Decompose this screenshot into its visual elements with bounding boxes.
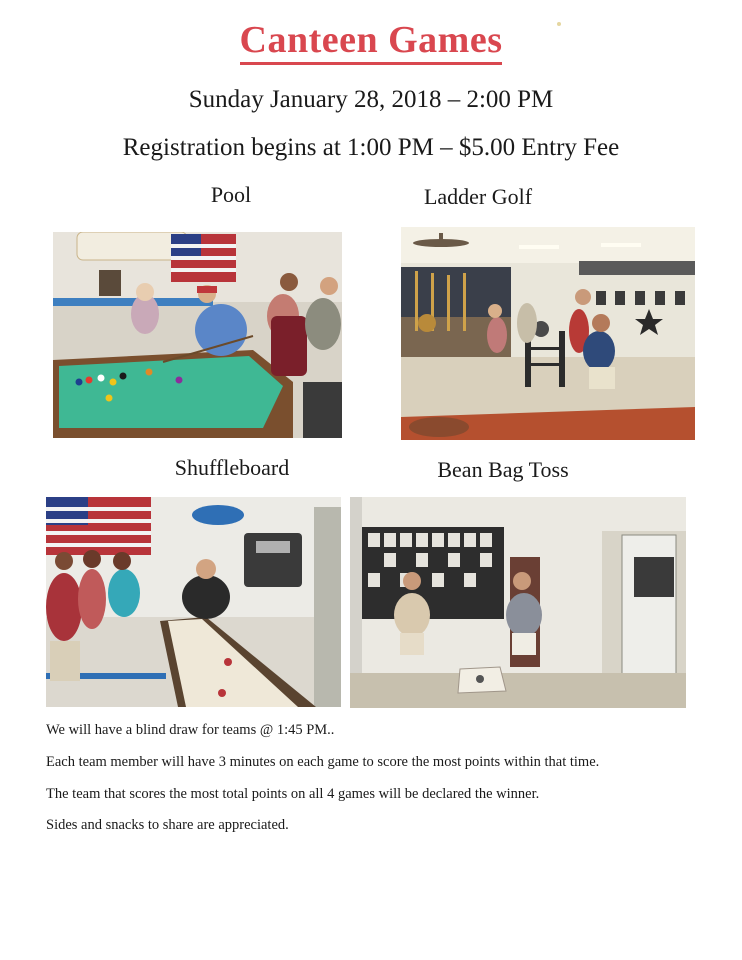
game-label-ladder-golf: Ladder Golf <box>423 184 533 209</box>
detail-blind-draw: We will have a blind draw for teams @ 1:45 PM.. <box>46 722 335 738</box>
detail-winner: The team that scores the most total points on all 4 games will be declared the winner. <box>46 786 540 802</box>
pool-table-photo-icon <box>53 232 342 438</box>
ladder-golf-photo <box>401 227 695 440</box>
detail-snacks: Sides and snacks to share are appreciated. <box>46 817 289 833</box>
detail-time-limit: Each team member will have 3 minutes on each game to score the most points within that time. <box>46 754 600 770</box>
event-date: Sunday January 28, 2018 – 2:00 PM <box>188 86 554 113</box>
game-label-pool: Pool <box>210 182 252 207</box>
game-label-shuffleboard: Shuffleboard <box>174 455 290 480</box>
bean-bag-toss-photo-icon <box>350 497 686 708</box>
shuffleboard-photo-icon <box>46 497 341 707</box>
bean-bag-toss-photo <box>350 497 686 708</box>
shuffleboard-photo <box>46 497 341 707</box>
registration-info: Registration begins at 1:00 PM – $5.00 Entry Fee <box>122 134 620 161</box>
game-label-bean-bag-toss: Bean Bag Toss <box>437 457 569 482</box>
ladder-golf-photo-icon <box>401 227 695 440</box>
title-text: Canteen Games <box>240 19 503 65</box>
page-title <box>0 18 742 62</box>
pool-photo <box>53 232 342 438</box>
